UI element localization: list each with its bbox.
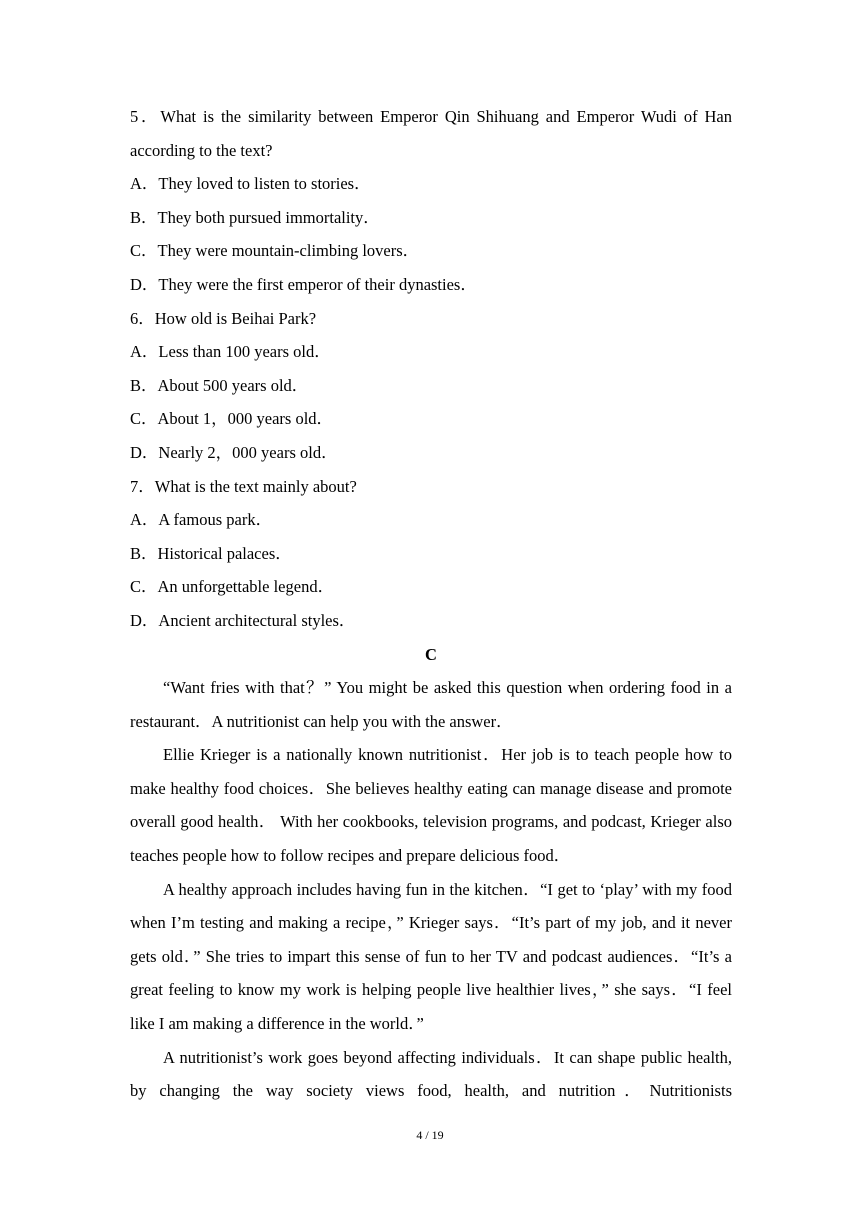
option-c: C．An unforgettable legend． [130,577,335,597]
question-5 [130,100,732,302]
option-a: A．They loved to listen to stories． [130,174,371,194]
page-number: 4 / 19 [416,1128,444,1142]
passage-paragraph-2: Ellie Krieger is a nationally known nutritionist．Her job is to teach people how to make healthy food choices．She believes healthy eating can manage disease and promote overall good health． With her cookbooks, television programs, and podcast, Krieger also teaches people how to follow recipes and prepare delicious food． [130,745,732,866]
section-heading: C [425,644,437,664]
option-c: C．They were mountain-climbing lovers． [130,241,420,261]
option-c: C．About 1，000 years old． [130,409,334,429]
option-d: D．Nearly 2，000 years old． [130,442,338,462]
passage-paragraph-1: “Want fries with that？” You might be asked this question when ordering food in a restaurant．A nutritionist can help you with the answer． [130,678,732,731]
question-stem: 7．What is the text mainly about? [130,476,357,496]
option-b: B．Historical palaces． [130,543,292,563]
question-7 [130,470,732,638]
question-6 [130,302,732,470]
question-stem: 5．What is the similarity between Emperor Qin Shihuang and Emperor Wudi of Han according to the text? [130,107,732,160]
question-stem: 6．How old is Beihai Park? [130,308,317,328]
passage-paragraph-3: A healthy approach includes having fun in the kitchen．“I get to ‘play’ with my food when I’m testing and making a recipe，” Krieger says．“It’s part of my job, and it never gets old．” She tries to impart this sense of fun to her TV and podcast audiences．“It’s a great feeling to know my work is helping people live healthier lives，” she says．“I feel like I am making a difference in the world．” [130,879,732,1034]
passage-paragraph-4: A nutritionist’s work goes beyond affecting individuals．It can shape public health, by changing the way society views food, health, and nutrition．Nutritionists [130,1047,732,1101]
option-b: B．About 500 years old． [130,375,309,395]
passage [130,671,732,1108]
option-a: A．A famous park． [130,510,273,530]
document-page [130,100,732,1108]
option-d: D．They were the first emperor of their dynasties． [130,274,477,294]
option-d: D．Ancient architectural styles． [130,610,356,630]
option-b: B．They both pursued immortality． [130,207,380,227]
option-a: A．Less than 100 years old． [130,342,331,362]
